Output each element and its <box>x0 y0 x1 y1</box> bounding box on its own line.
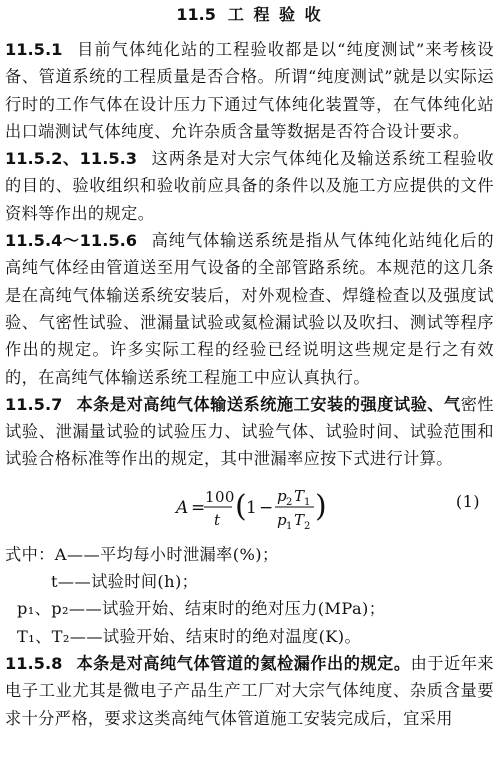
formula-graphic <box>5 473 494 541</box>
paragraph-text: 由于近年来电子工业尤其是微电子产品生产工厂对大宗气体纯度、杂质含量要求十分严格，要求这类高纯气体管道施工安装完成后，宜采用 <box>5 653 495 728</box>
formula-right-paren: ) <box>315 488 328 524</box>
definition-line-a: 式中：A——平均每小时泄漏率(%)； <box>5 544 279 564</box>
clause-number: 11.5.1 <box>5 40 63 59</box>
clause-paragraph-11-5-4-6 <box>5 227 494 391</box>
clause-paragraph-11-5-7 <box>5 391 494 473</box>
definition-line-t: t——试验时间(h)； <box>51 572 199 592</box>
leak-rate-formula <box>5 473 494 541</box>
section-number: 11.5 <box>176 5 216 24</box>
definition-line-temp: T₁、T₂——试验开始、结束时的绝对温度(K)。 <box>17 626 362 646</box>
section-title: 工 程 验 收 <box>227 5 323 24</box>
paragraph-text: 密性试验、泄漏量试验的试验压力、试验气体、试验时间、试验范围和试验合格标准等作出的规定，其中泄漏率应按下式进行计算。 <box>5 394 494 469</box>
formula-num-p: p <box>277 486 288 505</box>
formula-minus: − <box>259 497 274 518</box>
formula-coef-denominator: t <box>214 510 221 529</box>
clause-number: 11.5.7 <box>5 394 63 414</box>
formula-equals: = <box>191 497 206 518</box>
clause-paragraph-11-5-1 <box>5 36 494 145</box>
clause-paragraph-11-5-8 <box>5 650 494 732</box>
formula-left-paren: ( <box>235 488 248 524</box>
formula-one: 1 <box>246 497 258 518</box>
formula-den-t-sub: 2 <box>304 520 311 532</box>
formula-den-t: T <box>294 510 305 529</box>
paragraph-lead-text: 本条是对高纯气体输送系统施工安装的强度试验、气 <box>76 394 461 414</box>
formula-num-t: T <box>294 486 305 505</box>
formula-den-p: p <box>277 510 288 529</box>
section-heading <box>5 0 494 36</box>
formula-lhs: A <box>176 497 189 518</box>
definition-line-p: p₁、p₂——试验开始、结束时的绝对压力(MPa)； <box>17 599 386 619</box>
paragraph-text: 这两条是对大宗气体纯化及输送系统工程验收的目的、验收组织和验收前应具备的条件以及施工方应提供的文件资料等作出的规定。 <box>5 149 494 223</box>
paragraph-text: 目前气体纯化站的工程验收都是以“纯度测试”来考核设备、管道系统的工程质量是否合格。所谓“纯度测试”就是以实际运行时的工作气体在设计压力下通过气体纯化装置等，在气体纯化站出口端测试气体纯度、允许杂质含量等数据是否符合设计要求。 <box>5 40 494 141</box>
formula-den-p-sub: 1 <box>286 520 293 532</box>
paragraph-text: 高纯气体输送系统是指从气体纯化站纯化后的高纯气体经由管道送至用气设备的全部管路系统。本规范的这几条是在高纯气体输送系统安装后，对外观检查、焊缝检查以及强度试验、气密性试验、泄漏量试验或氦检漏试验以及吹扫、测试等程序作出的规定。许多实际工程的经验已经说明这些规定是行之有效的，在高纯气体输送系统工程施工中应认真执行。 <box>5 231 494 387</box>
clause-number: 11.5.2、11.5.3 <box>5 149 138 169</box>
formula-num-t-sub: 1 <box>304 496 311 508</box>
paragraph-lead-text: 本条是对高纯气体管道的氦检漏作出的规定。 <box>76 653 411 673</box>
clause-number: 11.5.8 <box>5 653 63 673</box>
formula-num-p-sub: 2 <box>286 496 293 508</box>
clause-paragraph-11-5-2-3 <box>5 145 494 227</box>
formula-number: (1) <box>455 491 480 511</box>
clause-number: 11.5.4～11.5.6 <box>5 231 138 251</box>
formula-coef-numerator: 100 <box>205 487 235 506</box>
